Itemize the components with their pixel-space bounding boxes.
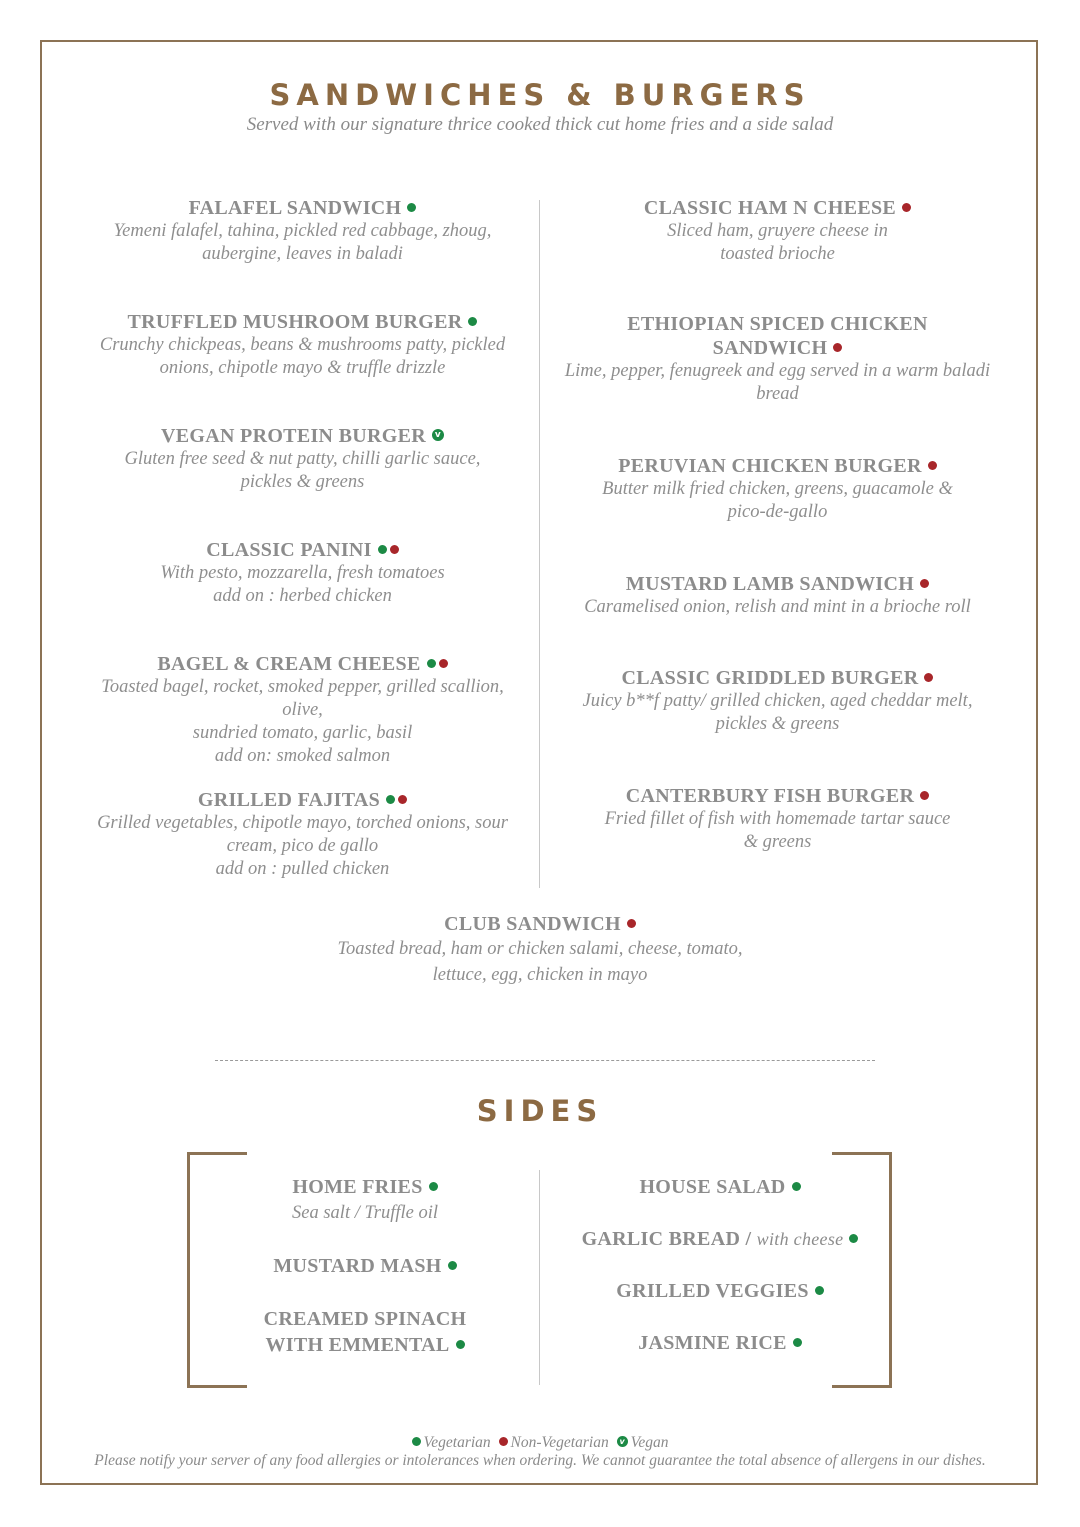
menu-item [560,454,995,524]
side-name: CREAMED SPINACH [263,1308,467,1330]
legend-vegetarian: Vegetarian [423,1434,491,1451]
item-name: PERUVIAN CHICKEN BURGER [618,455,922,477]
side-item [575,1227,865,1251]
item-name: BAGEL & CREAM CHEESE [157,653,421,675]
side-item [250,1254,480,1278]
vegetarian-dot-icon [412,1437,421,1446]
item-name: CLUB SANDWICH [444,913,621,935]
item-desc: cream, pico de gallo [226,836,379,856]
item-name: CLASSIC HAM N CHEESE [643,197,897,219]
sides-divider [539,1170,540,1385]
vegetarian-dot-icon [378,545,387,554]
side-name-line2: WITH EMMENTAL [265,1334,450,1356]
item-name: CLASSIC GRIDDLED BURGER [621,667,919,689]
side-item [250,1175,480,1227]
side-name: HOUSE SALAD [639,1176,786,1198]
side-desc: Sea salt / Truffle oil [292,1203,438,1223]
non-vegetarian-dot-icon [902,203,911,212]
non-vegetarian-dot-icon [439,659,448,668]
side-item [575,1331,865,1355]
section-divider [215,1060,875,1061]
vegetarian-dot-icon [849,1234,858,1243]
non-vegetarian-dot-icon [833,343,842,352]
item-name: ETHIOPIAN SPICED CHICKEN [627,313,928,335]
menu-item [80,310,525,380]
item-desc: Caramelised onion, relish and mint in a brioche roll [584,597,971,617]
column-divider [539,200,540,888]
side-item [575,1175,865,1199]
vegetarian-dot-icon [386,795,395,804]
item-name: FALAFEL SANDWICH [188,197,402,219]
item-desc: Toasted bread, ham or chicken salami, cheese, tomato, [337,939,743,959]
left-bracket [187,1152,247,1388]
vegetarian-dot-icon [407,203,416,212]
side-name: GARLIC BREAD / [581,1228,752,1250]
item-name: CLASSIC PANINI [206,539,372,561]
vegetarian-dot-icon [448,1261,457,1270]
item-name: MUSTARD LAMB SANDWICH [625,573,915,595]
item-name: VEGAN PROTEIN BURGER [161,425,426,447]
item-desc: With pesto, mozzarella, fresh tomatoes [160,563,445,583]
item-desc: lettuce, egg, chicken in mayo [432,965,648,985]
item-desc: pickles & greens [240,472,365,492]
sides-title: SIDES [476,1094,604,1128]
item-name: TRUFFLED MUSHROOM BURGER [127,311,463,333]
vegetarian-dot-icon [468,317,477,326]
menu-item [80,788,525,881]
menu-item [560,572,995,619]
item-desc: Grilled vegetables, chipotle mayo, torched onions, sour [97,813,508,833]
side-item [250,1306,480,1358]
menu-title: SANDWICHES & BURGERS [269,78,811,112]
non-vegetarian-dot-icon [920,579,929,588]
side-name: MUSTARD MASH [273,1255,442,1277]
item-desc: add on: smoked salmon [214,746,391,766]
menu-item [560,196,995,266]
item-desc: Gluten free seed & nut patty, chilli garlic sauce, [124,449,481,469]
menu-item [80,196,525,266]
legend [0,1434,1080,1452]
menu-item [560,312,995,406]
side-item [575,1279,865,1303]
vegetarian-dot-icon [429,1182,438,1191]
item-desc: toasted brioche [720,244,835,264]
menu-subtitle: Served with our signature thrice cooked thick cut home fries and a side salad [246,114,834,135]
item-desc: bread [756,384,799,404]
vegetarian-dot-icon [815,1286,824,1295]
item-desc: Crunchy chickpeas, beans & mushrooms patty, pickled [99,335,506,355]
item-name: CANTERBURY FISH BURGER [625,785,915,807]
non-vegetarian-dot-icon [928,461,937,470]
item-desc: & greens [743,832,812,852]
item-desc: Yemeni falafel, tahina, pickled red cabbage, zhoug, [113,221,492,241]
item-desc: Toasted bagel, rocket, smoked pepper, grilled scallion, olive, [101,677,504,720]
item-name-line2: SANDWICH [712,337,828,359]
vegetarian-dot-icon [427,659,436,668]
item-desc: Juicy b**f patty/ grilled chicken, aged cheddar melt, [582,691,973,711]
item-desc: Sliced ham, gruyere cheese in [667,221,888,241]
non-vegetarian-dot-icon [499,1437,508,1446]
vegan-leaf-icon: v [617,1436,628,1447]
menu-item [80,424,525,494]
side-name: JASMINE RICE [638,1332,787,1354]
item-desc: add on : pulled chicken [215,859,390,879]
item-name: GRILLED FAJITAS [197,789,381,811]
non-vegetarian-dot-icon [627,919,636,928]
non-vegetarian-dot-icon [390,545,399,554]
legend-vegan: Vegan [630,1434,669,1451]
side-suffix: with cheese [756,1229,844,1249]
menu-item [80,538,525,608]
vegetarian-dot-icon [456,1340,465,1349]
vegetarian-dot-icon [793,1338,802,1347]
side-name: GRILLED VEGGIES [616,1280,809,1302]
item-desc: Lime, pepper, fenugreek and egg served in a warm baladi [564,361,991,381]
vegetarian-dot-icon [792,1182,801,1191]
item-desc: onions, chipotle mayo & truffle drizzle [159,358,446,378]
menu-item [80,652,525,768]
item-desc: Butter milk fried chicken, greens, guacamole & [602,479,953,499]
menu-item [560,666,995,736]
menu-item [560,784,995,854]
item-desc: add on : herbed chicken [213,586,392,606]
legend-non-vegetarian: Non-Vegetarian [510,1434,609,1451]
item-desc: aubergine, leaves in baladi [202,244,403,264]
allergy-notice: Please notify your server of any food allergies or intolerances when ordering. We cannot guarantee the total absence of allergens in our dishes. [94,1452,986,1469]
item-desc: pico-de-gallo [727,502,828,522]
item-desc: Fried fillet of fish with homemade tartar sauce [604,809,951,829]
item-desc: pickles & greens [715,714,840,734]
non-vegetarian-dot-icon [924,673,933,682]
item-desc: sundried tomato, garlic, basil [192,723,413,743]
non-vegetarian-dot-icon [398,795,407,804]
menu-item-club [0,912,1080,988]
side-name: HOME FRIES [292,1176,423,1198]
vegan-leaf-icon: v [432,429,444,441]
non-vegetarian-dot-icon [920,791,929,800]
